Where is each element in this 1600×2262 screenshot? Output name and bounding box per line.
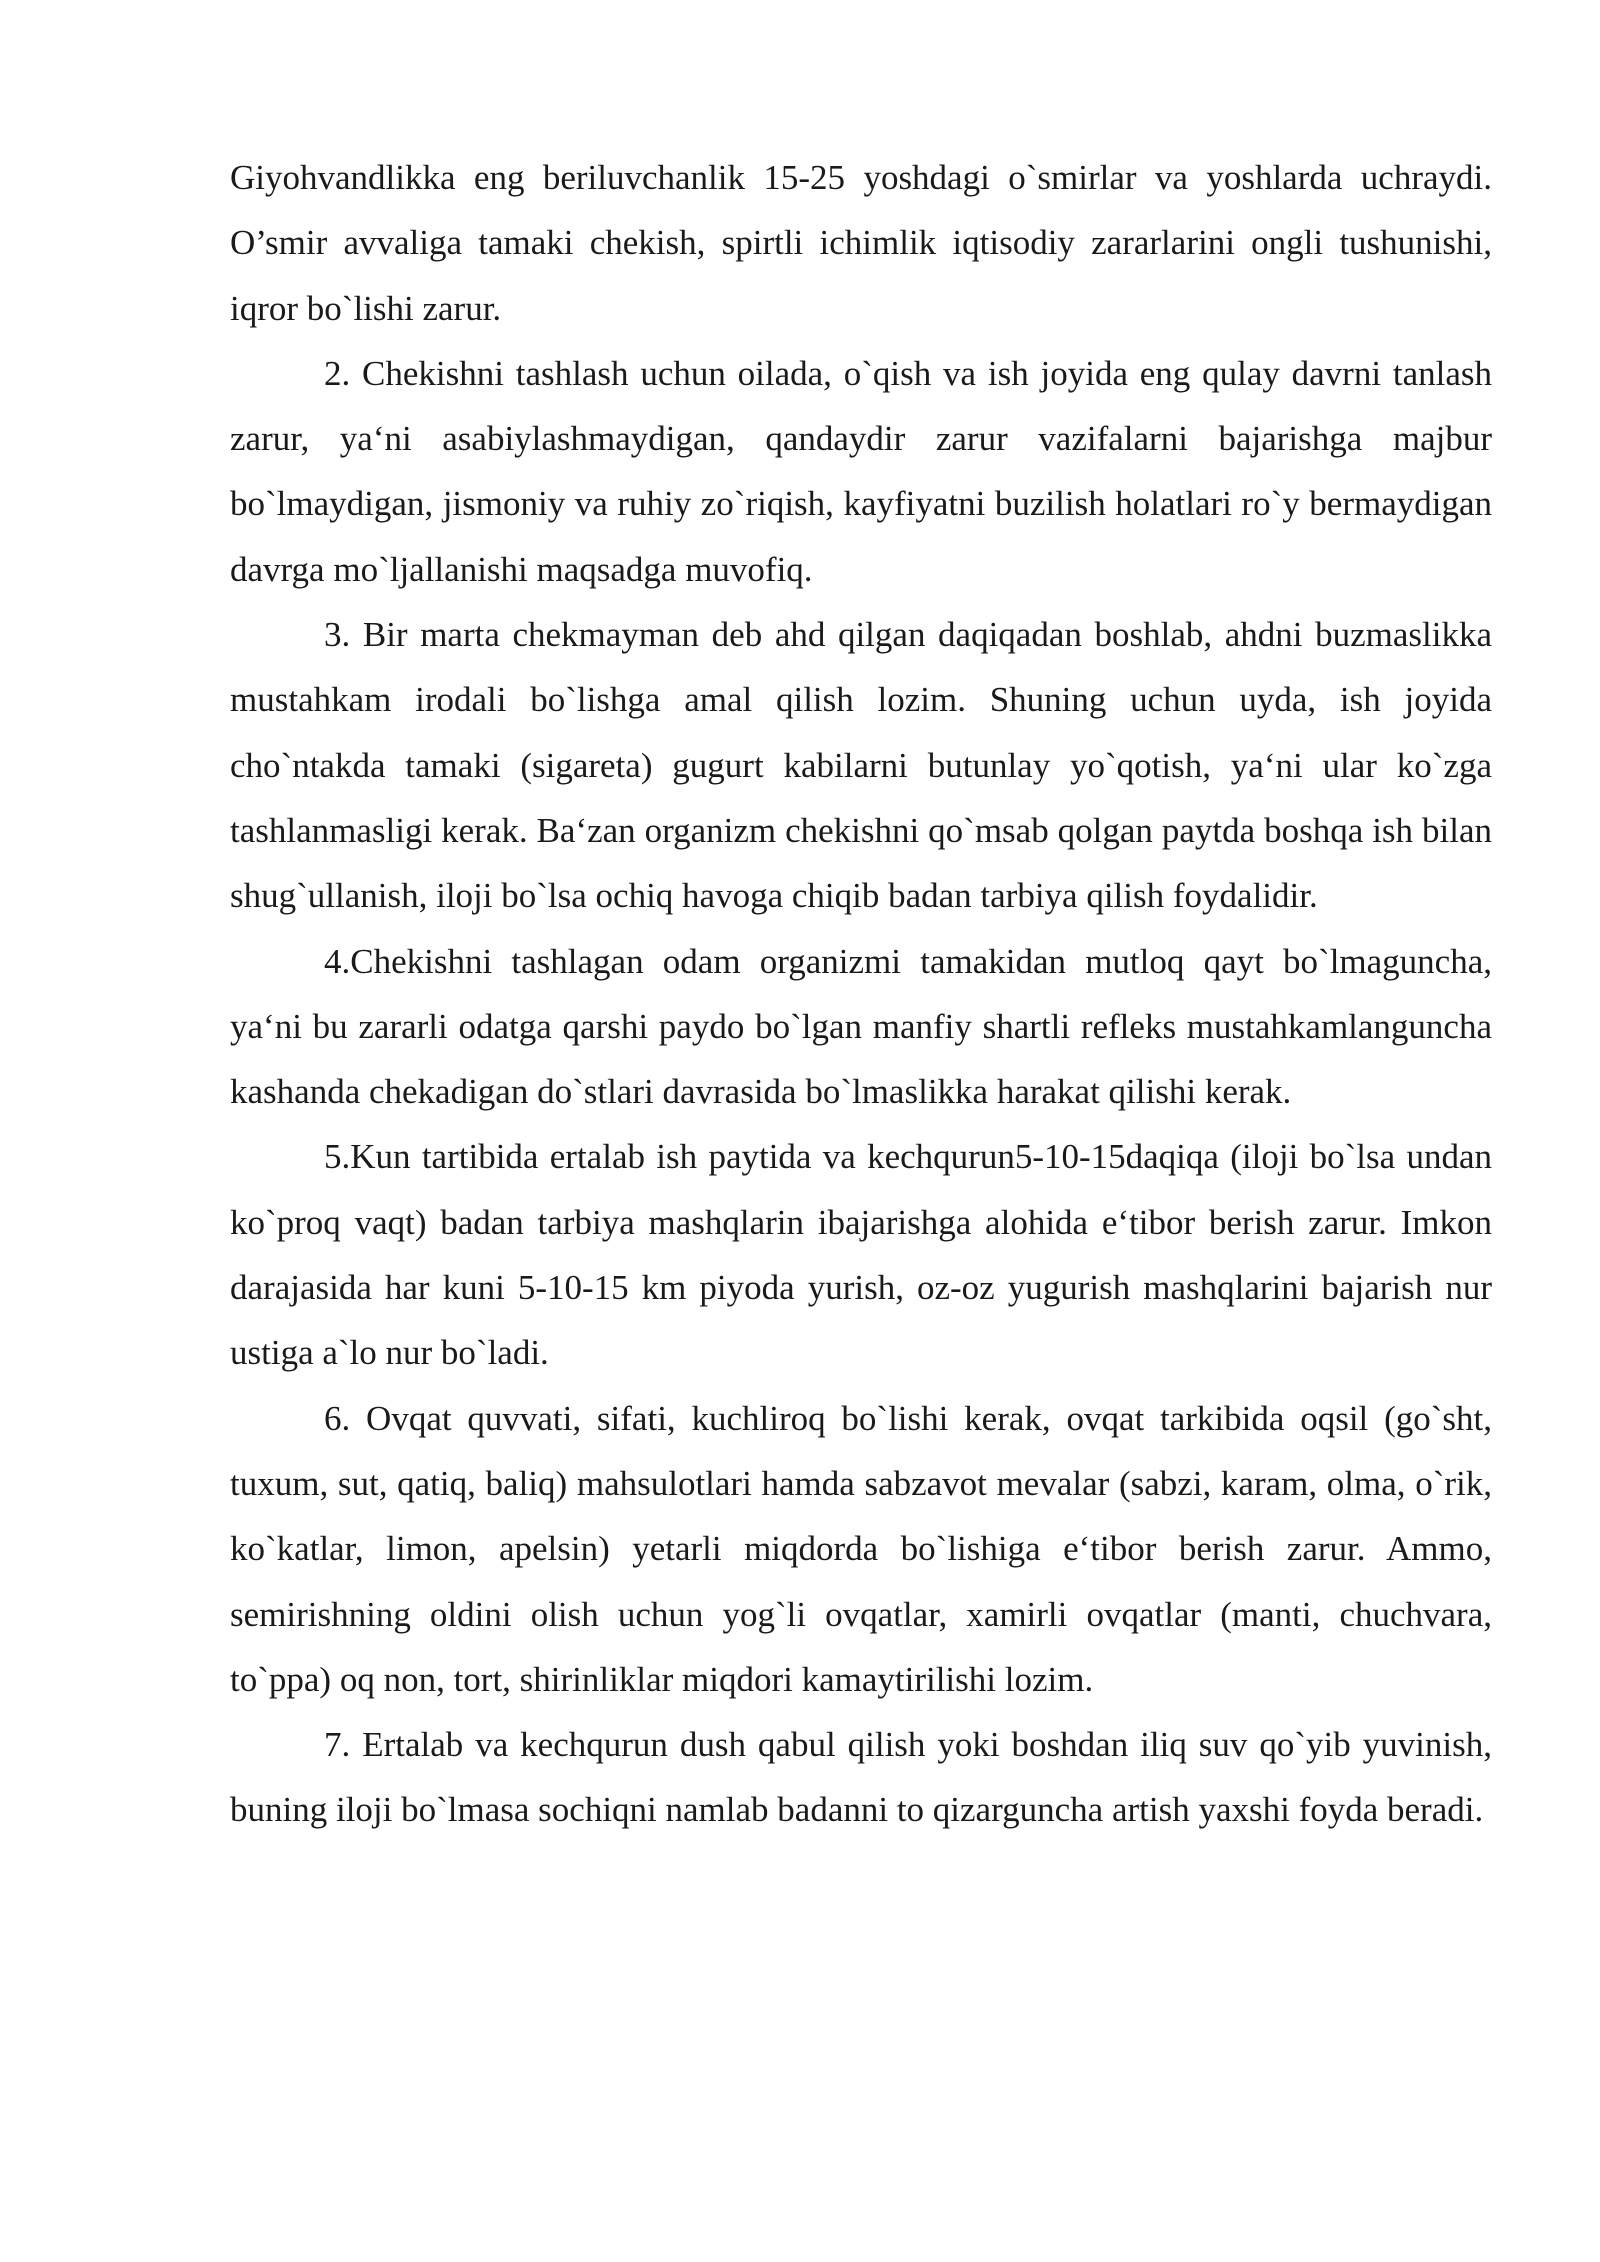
paragraph-2: 2. Chekishni tashlash uchun oilada, o`qish va ish joyida eng qulay davrni tanlash zarur, ya‘ni asabiylashmaydigan, qandaydir zarur vazifalarni bajarishga majbur bo`lmaydigan, jismoniy va ruhiy zo`riqish, kayfiyatni buzilish holatlari ro`y bermaydigan davrga mo`ljallanishi maqsadga muvofiq. [230,353,1492,589]
paragraph-intro: Giyohvandlikka eng beriluvchanlik 15-25 yoshdagi o`smirlar va yoshlarda uchraydi. O’smir avvaliga tamaki chekish, spirtli ichimlik iqtisodiy zararlarini ongli tushunishi, iqror bo`lishi zarur. [230,158,1492,328]
paragraph-6: 6. Ovqat quvvati, sifati, kuchliroq bo`lishi kerak, ovqat tarkibida oqsil (go`sht, tuxum, sut, qatiq, baliq) mahsulotlari hamda sabzavot mevalar (sabzi, karam, olma, o`rik, ko`katlar, limon, apelsin) yetarli miqdorda bo`lishiga e‘tibor berish zarur. Ammo, semirishning oldini olish uchun yog`li ovqatlar, xamirli ovqatlar (manti, chuchvara, to`ppa) oq non, tort, shirinliklar miqdori kamaytirilishi lozim. [230,1398,1492,1699]
document-page [230,145,1492,1843]
paragraph-3: 3. Bir marta chekmayman deb ahd qilgan daqiqadan boshlab, ahdni buzmaslikka mustahkam irodali bo`lishga amal qilish lozim. Shuning uchun uyda, ish joyida cho`ntakda tamaki (sigareta) gugurt kabilarni butunlay yo`qotish, ya‘ni ular ko`zga tashlanmasligi kerak. Ba‘zan organizm chekishni qo`msab qolgan paytda boshqa ish bilan shug`ullanish, iloji bo`lsa ochiq havoga chiqib badan tarbiya qilish foydalidir. [230,615,1492,916]
paragraph-7: 7. Ertalab va kechqurun dush qabul qilish yoki boshdan iliq suv qo`yib yuvinish, buning iloji bo`lmasa sochiqni namlab badanni to qizarguncha artish yaxshi foyda beradi. [230,1725,1492,1830]
paragraph-4: 4.Chekishni tashlagan odam organizmi tamakidan mutloq qayt bo`lmaguncha, ya‘ni bu zararli odatga qarshi paydo bo`lgan manfiy shartli refleks mustahkamlanguncha kashanda chekadigan do`stlari davrasida bo`lmaslikka harakat qilishi kerak. [230,941,1492,1112]
paragraph-5: 5.Kun tartibida ertalab ish paytida va kechqurun5-10-15daqiqa (iloji bo`lsa undan ko`proq vaqt) badan tarbiya mashqlarin ibajarishga alohida e‘tibor berish zarur. Imkon darajasida har kuni 5-10-15 km piyoda yurish, oz-oz yugurish mashqlarini bajarish nur ustiga a`lo nur bo`ladi. [230,1137,1492,1373]
